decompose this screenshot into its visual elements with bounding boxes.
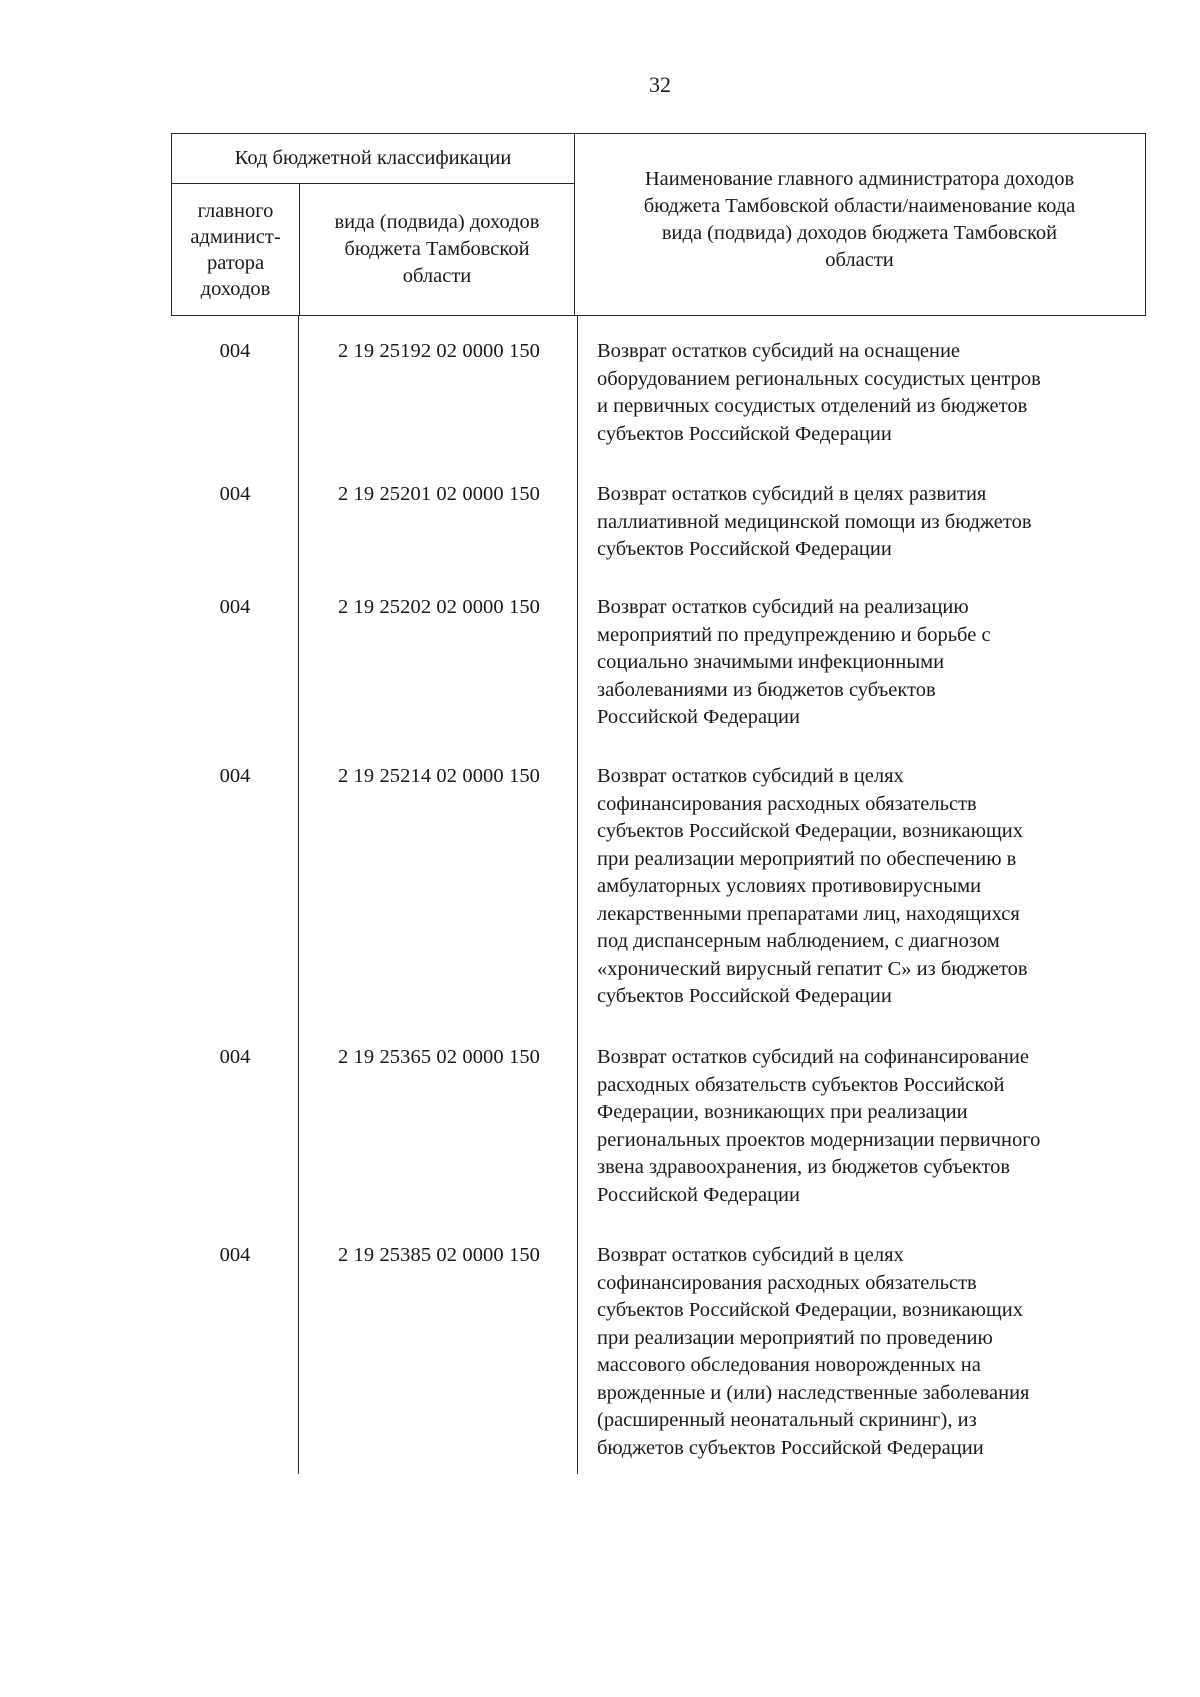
admin-code-cell: 004 <box>219 1046 251 1068</box>
name-line: амбулаторных условиях противовирусными <box>597 875 982 897</box>
header-type-line: области <box>402 265 472 287</box>
header-code-group: Код бюджетной классификации <box>172 134 575 184</box>
income-code-cell: 2 19 25192 02 0000 150 <box>337 340 541 362</box>
name-line: лекарственными препаратами лиц, находящихся <box>597 902 1020 925</box>
header-admin-column <box>172 184 300 315</box>
header-name-line: Наименование главного администратора доходов <box>644 167 1075 190</box>
name-line: софинансирования расходных обязательств <box>597 1271 977 1294</box>
name-line: массового обследования новорожденных на <box>597 1354 981 1376</box>
header-name-column <box>575 134 1144 315</box>
admin-code-cell: 004 <box>219 596 251 618</box>
header-type-column <box>300 184 575 315</box>
header-type-line: вида (подвида) доходов <box>334 211 540 233</box>
table-row <box>171 316 1146 459</box>
name-line: субъектов Российской Федерации, возникающих <box>597 820 1023 842</box>
name-line: (расширенный неонатальный скрининг), из <box>597 1409 977 1431</box>
income-code-cell: 2 19 25385 02 0000 150 <box>337 1244 541 1266</box>
header-admin-line: админист- <box>190 225 281 248</box>
income-name-cell <box>579 741 1119 1022</box>
name-line: мероприятий по предупреждению и борьбе с <box>597 623 991 646</box>
header-admin-line: ратора <box>206 251 265 274</box>
name-line: расходных обязательств субъектов Российской <box>597 1073 1005 1096</box>
name-line: Российской Федерации <box>597 1183 800 1206</box>
table-body <box>171 316 1146 1475</box>
name-line: Возврат остатков субсидий на реализацию <box>597 596 969 618</box>
name-line: при реализации мероприятий по обеспечению в <box>597 847 1017 870</box>
table-row <box>171 459 1146 572</box>
admin-code-cell: 004 <box>219 483 251 505</box>
header-name-line: области <box>825 248 894 271</box>
admin-code-cell: 004 <box>219 1244 251 1266</box>
name-line: врожденные и (или) наследственные заболевания <box>597 1381 1030 1404</box>
table-row <box>171 741 1146 1022</box>
table-header <box>171 133 1146 316</box>
header-admin-line: главного <box>197 199 274 222</box>
table-row <box>171 1022 1146 1220</box>
name-line: субъектов Российской Федерации <box>597 538 892 560</box>
income-code-cell: 2 19 25365 02 0000 150 <box>337 1046 541 1068</box>
name-line: под диспансерным наблюдением, с диагнозом <box>597 930 1000 952</box>
name-line: субъектов Российской Федерации <box>597 422 892 445</box>
name-line: субъектов Российской Федерации <box>597 985 892 1007</box>
name-line: Российской Федерации <box>597 706 800 728</box>
name-line: Возврат остатков субсидий на софинансирование <box>597 1046 1029 1068</box>
income-code-cell: 2 19 25214 02 0000 150 <box>337 765 541 787</box>
header-name-line: вида (подвида) доходов бюджета Тамбовской <box>661 221 1058 244</box>
name-line: Возврат остатков субсидий на оснащение <box>597 340 961 362</box>
table-row <box>171 572 1146 741</box>
page-number: 32 <box>649 72 671 97</box>
name-line: социально значимыми инфекционными <box>597 651 945 673</box>
name-line: «хронический вирусный гепатит С» из бюджетов <box>597 957 1028 980</box>
name-line: Возврат остатков субсидий в целях <box>597 765 904 787</box>
name-line: Возврат остатков субсидий в целях развития <box>597 483 987 505</box>
name-line: оборудованием региональных сосудистых центров <box>597 367 1041 390</box>
name-line: софинансирования расходных обязательств <box>597 792 977 815</box>
name-line: звена здравоохранения, из бюджетов субъектов <box>597 1156 1011 1178</box>
admin-code-cell: 004 <box>219 340 251 362</box>
admin-code-cell: 004 <box>219 765 251 787</box>
name-line: субъектов Российской Федерации, возникающих <box>597 1299 1023 1321</box>
name-line: паллиативной медицинской помощи из бюджетов <box>597 510 1032 533</box>
name-line: бюджетов субъектов Российской Федерации <box>597 1436 984 1459</box>
income-name-cell <box>579 572 1119 741</box>
income-name-cell <box>579 316 1119 459</box>
header-type-line: бюджета Тамбовской <box>344 238 530 260</box>
table-row <box>171 1220 1146 1475</box>
name-line: заболеваниями из бюджетов субъектов <box>597 678 936 701</box>
income-code-cell: 2 19 25202 02 0000 150 <box>337 596 541 618</box>
name-line: Возврат остатков субсидий в целях <box>597 1244 904 1266</box>
name-line: Федерации, возникающих при реализации <box>597 1101 968 1123</box>
name-line: региональных проектов модернизации первичного <box>597 1128 1041 1151</box>
income-name-cell <box>579 1022 1119 1220</box>
name-line: при реализации мероприятий по проведению <box>597 1326 993 1349</box>
header-name-line: бюджета Тамбовской области/наименование кода <box>643 194 1076 217</box>
income-name-cell <box>579 1220 1119 1475</box>
income-code-cell: 2 19 25201 02 0000 150 <box>337 483 541 505</box>
income-name-cell <box>579 459 1119 572</box>
header-admin-line: доходов <box>200 277 271 300</box>
name-line: и первичных сосудистых отделений из бюджетов <box>597 395 1028 417</box>
